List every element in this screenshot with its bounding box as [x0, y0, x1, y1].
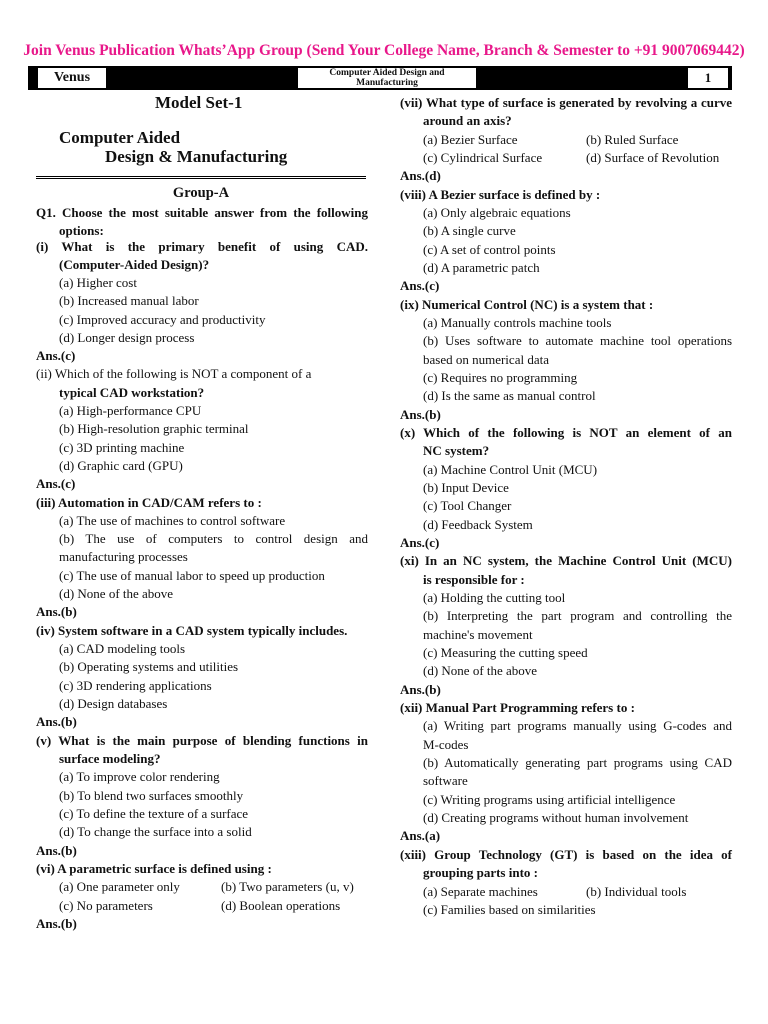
text-line: (d) Surface of Revolution	[586, 150, 720, 165]
text-line: (a) Manually controls machine tools	[423, 315, 612, 330]
text-line: (a) High-performance CPU	[59, 403, 202, 418]
text-line: Ans.(c)	[36, 476, 76, 491]
text-line: (ii) Which of the following is NOT a component of a	[36, 366, 312, 381]
text-line: (d) Longer design process	[59, 330, 195, 345]
text-line: (c) To define the texture of a surface	[59, 806, 249, 821]
text-line: (c) Requires no programming	[423, 370, 578, 385]
whatsapp-group-banner: Join Venus Publication Whats’App Group (Send Your College Name, Branch & Semester to +91 9007069442)	[23, 42, 745, 59]
text-line: Ans.(d)	[400, 168, 441, 183]
text-line: (b) Ruled Surface	[586, 132, 679, 147]
text-line: M-codes	[423, 737, 469, 752]
text-line: (iv) System software in a CAD system typically includes.	[36, 623, 348, 638]
text-line: (vi) A parametric surface is defined using :	[36, 861, 272, 876]
text-line: (x) Which of the following is NOT an element of an	[400, 425, 732, 440]
text-line: (b) A single curve	[423, 223, 516, 238]
header-subject-line2: Manufacturing	[356, 78, 418, 88]
text-line: options:	[59, 223, 104, 238]
text-line: (vii) What type of surface is generated by revolving a curve	[400, 95, 732, 110]
text-line: software	[423, 773, 468, 788]
text-line: (d) Boolean operations	[221, 898, 341, 913]
text-line: (c) Writing programs using artificial intelligence	[423, 792, 676, 807]
text-line: Ans.(b)	[400, 407, 441, 422]
text-line: (b) Interpreting the part program and controlling the	[423, 608, 732, 623]
text-line: (b) Uses software to automate machine tool operations	[423, 333, 732, 348]
text-line: (d) Creating programs without human involvement	[423, 810, 689, 825]
text-line: (d) Is the same as manual control	[423, 388, 596, 403]
text-line: (a) One parameter only	[59, 879, 180, 894]
text-line: (a) Bezier Surface	[423, 132, 518, 147]
text-line: (c) 3D rendering applications	[59, 678, 212, 693]
text-line: machine's movement	[423, 627, 533, 642]
text-line: (ix) Numerical Control (NC) is a system that :	[400, 297, 654, 312]
text-line: (a) Writing part programs manually using G-codes and	[423, 718, 732, 733]
text-line: (i) What is the primary benefit of using CAD.	[36, 239, 368, 254]
text-line: (c) Tool Changer	[423, 498, 512, 513]
text-line: (b) Input Device	[423, 480, 509, 495]
text-line: (xii) Manual Part Programming refers to :	[400, 700, 635, 715]
page-number: 1	[688, 68, 728, 88]
model-set-title: Model Set-1	[155, 93, 243, 112]
text-line: (a) CAD modeling tools	[59, 641, 186, 656]
text-line: (a) Holding the cutting tool	[423, 590, 566, 605]
text-line: (c) No parameters	[59, 898, 153, 913]
text-line: (a) Higher cost	[59, 275, 137, 290]
group-heading: Group-A	[172, 185, 230, 201]
text-line: (d) Design databases	[59, 696, 168, 711]
text-line: surface modeling?	[59, 751, 161, 766]
text-line: (b) Automatically generating part programs using CAD	[423, 755, 732, 770]
text-line: (b) Increased manual labor	[59, 293, 199, 308]
text-line: (xi) In an NC system, the Machine Control Unit (MCU)	[400, 553, 732, 568]
text-line: around an axis?	[423, 113, 512, 128]
text-line: NC system?	[423, 443, 490, 458]
text-line: based on numerical data	[423, 352, 549, 367]
text-line: (Computer-Aided Design)?	[59, 257, 210, 272]
text-line: is responsible for :	[423, 572, 525, 587]
text-line: (c) 3D printing machine	[59, 440, 185, 455]
text-line: (v) What is the main purpose of blending functions in	[36, 733, 368, 748]
subject-title-line1: Computer Aided	[59, 128, 181, 147]
subject-title-line2: Design & Manufacturing	[105, 147, 288, 166]
text-line: (d) None of the above	[59, 586, 174, 601]
text-line: (b) The use of computers to control design and	[59, 531, 368, 546]
text-line: (a) Machine Control Unit (MCU)	[423, 462, 598, 477]
text-line: (a) Separate machines	[423, 884, 538, 899]
publisher-brand: Venus	[38, 68, 106, 88]
page-header-bar	[28, 66, 732, 90]
text-line: Ans.(b)	[36, 843, 77, 858]
text-line: Ans.(b)	[400, 682, 441, 697]
text-line: (viii) A Bezier surface is defined by :	[400, 187, 601, 202]
text-line: Ans.(b)	[36, 604, 77, 619]
text-line: Ans.(c)	[36, 348, 76, 363]
text-line: (b) High-resolution graphic terminal	[59, 421, 249, 436]
text-line: Ans.(b)	[36, 714, 77, 729]
text-line: Ans.(b)	[36, 916, 77, 931]
text-line: (iii) Automation in CAD/CAM refers to :	[36, 495, 262, 510]
text-line: Ans.(c)	[400, 535, 440, 550]
header-subject-line1: Computer Aided Design and	[329, 68, 445, 78]
text-line: Ans.(a)	[400, 828, 441, 843]
text-line: (c) Measuring the cutting speed	[423, 645, 588, 660]
text-line: (c) Families based on similarities	[423, 902, 596, 917]
header-subject	[298, 68, 476, 88]
text-line: manufacturing processes	[59, 549, 188, 564]
text-line: (c) A set of control points	[423, 242, 556, 257]
text-line: (d) Feedback System	[423, 517, 533, 532]
text-line: (c) The use of manual labor to speed up production	[59, 568, 325, 583]
text-line: (c) Improved accuracy and productivity	[59, 312, 266, 327]
text-line: (b) Two parameters (u, v)	[221, 879, 354, 894]
text-line: (d) None of the above	[423, 663, 538, 678]
text-line: (xiii) Group Technology (GT) is based on the idea of	[400, 847, 732, 862]
text-line: (a) Only algebraic equations	[423, 205, 571, 220]
text-line: (b) Individual tools	[586, 884, 687, 899]
text-line: (a) To improve color rendering	[59, 769, 220, 784]
text-line: typical CAD workstation?	[59, 385, 205, 400]
title-divider	[36, 176, 366, 179]
text-line: Ans.(c)	[400, 278, 440, 293]
text-line: grouping parts into :	[423, 865, 538, 880]
text-line: (d) A parametric patch	[423, 260, 540, 275]
text-line: (a) The use of machines to control software	[59, 513, 286, 528]
text-line: (d) To change the surface into a solid	[59, 824, 252, 839]
text-line: (b) Operating systems and utilities	[59, 659, 239, 674]
text-line: (d) Graphic card (GPU)	[59, 458, 183, 473]
text-line: (b) To blend two surfaces smoothly	[59, 788, 244, 803]
text-line: (c) Cylindrical Surface	[423, 150, 543, 165]
text-line: Q1. Choose the most suitable answer from the following	[36, 205, 368, 220]
